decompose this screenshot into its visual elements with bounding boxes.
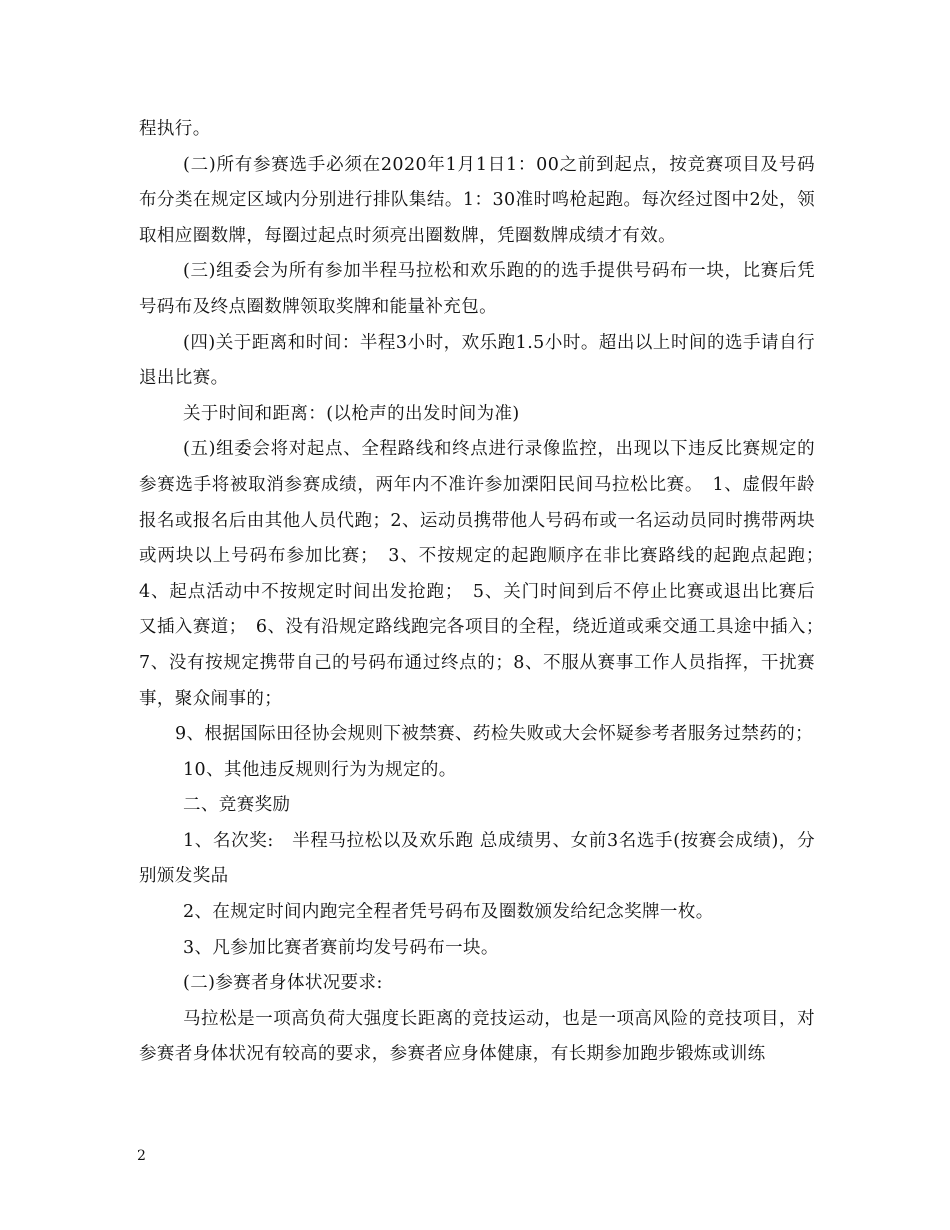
paragraph: (二)所有参赛选手必须在2020年1月1日1：00之前到起点，按竞赛项目及号码布分类在规定区域内分别进行排队集结。1：30准时鸣枪起跑。每次经过图中2处，领取相应圈数牌，每圈过起点时须亮出圈数牌，凭圈数牌成绩才有效。 (139, 154, 815, 246)
paragraph: 2、在规定时间内跑完全程者凭号码布及圈数颁发给纪念奖牌一枚。 (183, 902, 714, 923)
paragraph: (四)关于距离和时间：半程3小时，欢乐跑1.5小时。超出以上时间的选手请自行退出比赛。 (139, 332, 815, 389)
paragraph: 关于时间和距离：(以枪声的出发时间为准) (183, 403, 520, 424)
section-heading: 二、竞赛奖励 (183, 795, 291, 816)
paragraph: 1、名次奖: 半程马拉松以及欢乐跑 总成绩男、女前3名选手(按赛会成绩)，分别颁发奖品 (139, 830, 815, 887)
body-text (139, 112, 833, 1073)
paragraph: 3、凡参加比赛者赛前均发号码布一块。 (183, 937, 499, 958)
paragraph: 9、根据国际田径协会规则下被禁赛、药检失败或大会怀疑参考者服务过禁药的； (175, 724, 814, 745)
subsection-heading: (二)参赛者身体状况要求: (183, 973, 383, 994)
paragraph: 马拉松是一项高负荷大强度长距离的竞技运动，也是一项高风险的竞技项目，对参赛者身体状况有较高的要求，参赛者应身体健康，有长期参加跑步锻炼或训练 (139, 1008, 815, 1065)
paragraph: 10、其他违反规则行为为规定的。 (183, 759, 457, 780)
page-number: 2 (137, 1148, 146, 1164)
paragraph: 程执行。 (139, 119, 211, 139)
paragraph: (五)组委会将对起点、全程路线和终点进行录像监控，出现以下违反比赛规定的参赛选手将被取消参赛成绩，两年内不准许参加溧阳民间马拉松比赛。 1、虚假年龄报名或报名后由其他人员代跑；2、运动员携带他人号码布或一名运动员同时携带两块或两块以上号码布参加比赛； 3、不按规定的起跑顺序在非比赛路线的起跑点起跑； 4、起点活动中不按规定时间出发抢跑； 5、关门时间到后不停止比赛或退出比赛后又插入赛道； 6、没有沿规定路线跑完各项目的全程，绕近道或乘交通工具途中插入； 7、没有按规定携带自己的号码布通过终点的；8、不服从赛事工作人员指挥，干扰赛事，聚众闹事的； (139, 439, 833, 709)
paragraph: (三)组委会为所有参加半程马拉松和欢乐跑的的选手提供号码布一块，比赛后凭号码布及终点圈数牌领取奖牌和能量补充包。 (139, 261, 815, 317)
